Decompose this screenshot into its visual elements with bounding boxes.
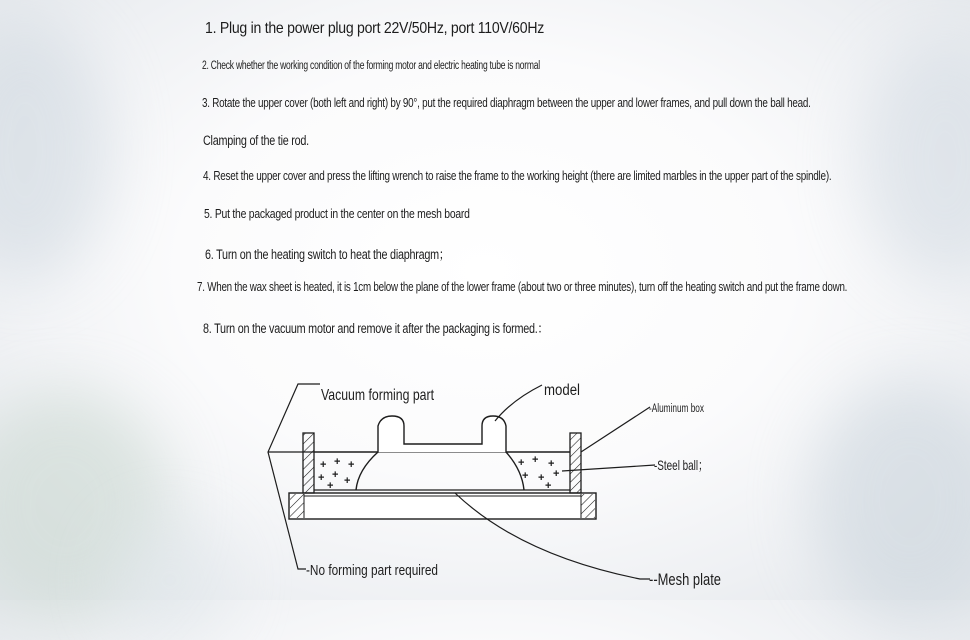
label-model: model xyxy=(544,382,580,399)
instruction-step-2: 2. Check whether the working condition of the forming motor and electric heating tube is normal xyxy=(202,60,540,72)
label-vacuum-forming-part: Vacuum forming part xyxy=(321,387,435,404)
instruction-step-1: 1. Plug in the power plug port 22V/50Hz, port 110V/60Hz xyxy=(205,20,545,37)
svg-text:+: + xyxy=(553,468,560,480)
svg-text:+: + xyxy=(320,459,327,471)
instruction-step-3-continued: Clamping of the tie rod. xyxy=(203,133,309,148)
svg-text:+: + xyxy=(518,457,525,469)
svg-text:+: + xyxy=(318,472,325,484)
svg-text:+: + xyxy=(548,458,555,470)
instruction-step-4: 4. Reset the upper cover and press the lifting wrench to raise the frame to the working height (there are limited marbles in the upper part of the spindle). xyxy=(203,169,832,183)
label-no-forming-part: -No forming part required xyxy=(306,562,438,579)
svg-text:+: + xyxy=(538,472,545,484)
instruction-step-7: 7. When the wax sheet is heated, it is 1cm below the plane of the lower frame (about two or three minutes), turn off the heating switch and put the frame down. xyxy=(197,280,848,294)
instruction-step-6: 6. Turn on the heating switch to heat the diaphragm； xyxy=(205,247,450,262)
svg-text:+: + xyxy=(332,469,339,481)
label-steel-ball: -Steel ball； xyxy=(654,457,708,473)
instruction-step-5: 5. Put the packaged product in the center on the mesh board xyxy=(204,206,470,221)
svg-text:+: + xyxy=(348,459,355,471)
svg-text:+: + xyxy=(532,454,539,466)
model-shape xyxy=(314,416,570,490)
instruction-step-3: 3. Rotate the upper cover (both left and right) by 90°, put the required diaphragm between the upper and lower frames, and pull down the ball head. xyxy=(202,96,811,110)
svg-text:+: + xyxy=(545,480,552,492)
svg-text:+: + xyxy=(344,475,351,487)
svg-text:+: + xyxy=(522,470,529,482)
svg-text:+: + xyxy=(334,456,341,468)
mesh-plate-base xyxy=(289,493,596,519)
label-aluminum-box: -Aluminum box xyxy=(649,403,705,415)
instruction-step-8: 8. Turn on the vacuum motor and remove it after the packaging is formed.： xyxy=(203,321,549,336)
svg-text:+: + xyxy=(327,480,334,492)
label-mesh-plate: --Mesh plate xyxy=(649,570,721,589)
